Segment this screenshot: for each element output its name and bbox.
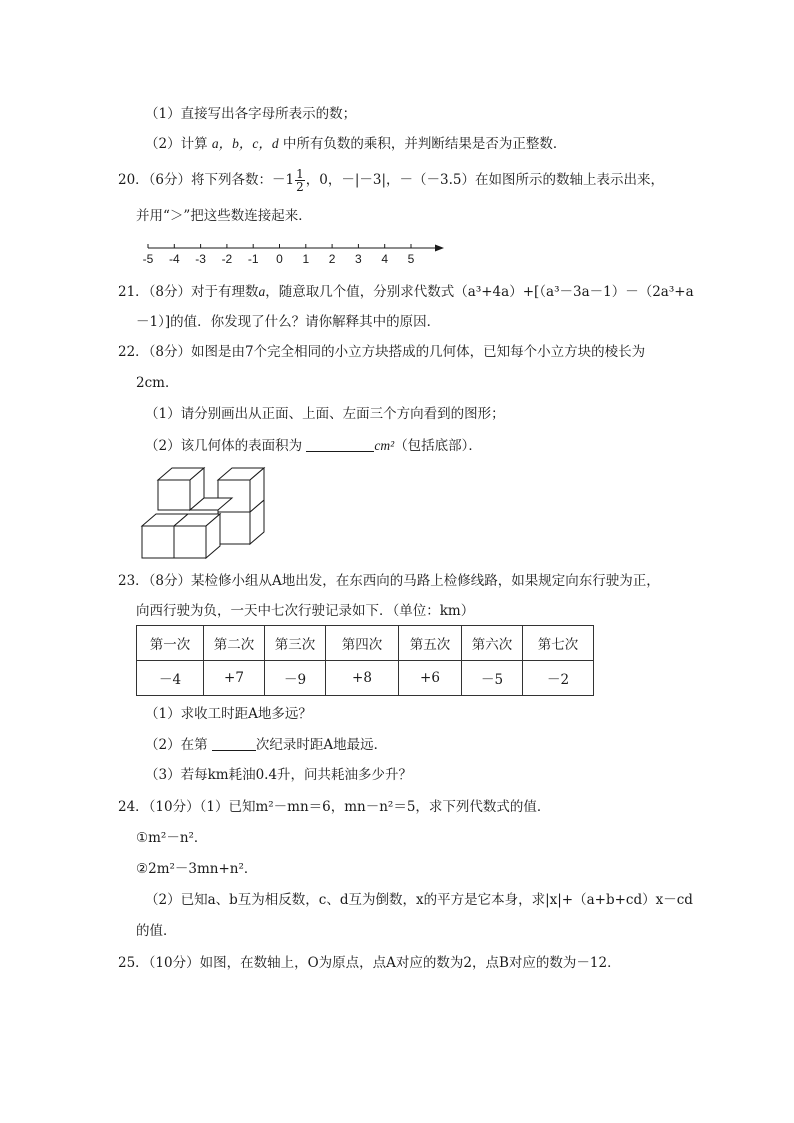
table-header-cell: 第七次 [523,626,594,661]
q23-part2-a: （2）在第 [145,737,208,753]
q23-answer-blank[interactable] [212,736,256,751]
table-row [137,661,594,696]
q21-var-a: a [258,284,266,299]
table-header-cell: 第五次 [399,626,462,661]
q22-part2-b: （包括底部）． [394,438,482,454]
q20-mixed-number-whole: －1 [272,172,295,188]
number-line-tick-label: 5 [407,252,415,266]
table-cell: －9 [265,661,326,696]
table-header-cell: 第六次 [462,626,523,661]
number-line-tick-label: -5 [142,252,154,266]
q23-part3: （3）若每km耗油0.4升，问共耗油多少升？ [145,767,413,783]
cube-front-middle [174,514,220,558]
q21-question [118,282,694,302]
q23-question: 23．（8分）某检修小组从A地出发，在东西向的马路上检修线路，如果规定向东行驶为正， [118,573,660,589]
table-cell: +7 [204,661,265,696]
number-line-tick-label: 4 [381,252,389,266]
q22-part2-a: （2）该几何体的表面积为 [145,438,303,454]
q19-part2-b: 中所有负数的乘积，并判断结果是否为正整数． [278,136,567,152]
q19-part2 [145,134,566,154]
q22-part1: （1）请分别画出从正面、上面、左面三个方向看到的图形； [145,406,505,422]
table-header-row [137,626,594,661]
q23-part1: （1）求收工时距A地多远？ [145,706,312,722]
q24-part2: （2）已知a、b互为相反数，c、d互为倒数，x的平方是它本身，求|x|+（a+b+cd）x－cd [145,892,693,908]
table-header-cell: 第三次 [265,626,326,661]
number-line [138,236,448,270]
q22-question: 22．（8分）如图是由7个完全相同的小立方块搭成的几何体，已知每个小立方块的棱长为 [118,344,646,360]
q24-sub2: ②2m²－3mn+n²． [136,861,258,877]
q24-part2-line2: 的值． [136,923,177,939]
table-cell: －4 [137,661,204,696]
q20-line2: 并用“＞”把这些数连接起来． [136,208,312,224]
q20-fraction-denominator: 2 [296,180,304,194]
q20-question [118,168,664,193]
q24-sub1: ①m²－n²． [136,830,208,846]
q22-line2: 2cm． [136,375,179,391]
table-cell: +6 [399,661,462,696]
number-line-tick-label: 1 [302,252,310,266]
q23-line2: 向西行驶为负，一天中七次行驶记录如下．（单位：km） [136,603,475,619]
q23-part2 [145,735,387,755]
cubes-figure [138,464,270,560]
q21-line2: －1）]的值．你发现了什么？请你解释其中的原因． [136,314,441,330]
q23-part2-b: 次纪录时距A地最远． [255,737,388,753]
q24-question: 24．（10分）（1）已知m²－mn＝6，mn－n²＝5，求下列代数式的值． [118,799,551,815]
q19-part2-vars: a，b，c，d [211,136,279,151]
number-line-tick-label: 0 [276,252,283,266]
number-line-tick-label: -4 [168,252,180,266]
table-header-cell: 第四次 [326,626,399,661]
q25-question: 25．（10分）如图，在数轴上，O为原点，点A对应的数为2，点B对应的数为－12． [118,955,621,971]
table-header-cell: 第二次 [204,626,265,661]
table-header-cell: 第一次 [137,626,204,661]
table-cell: －2 [523,661,594,696]
q20-fraction-numerator: 1 [296,167,304,181]
q21-mid: ，随意取几个值，分别求代数式（ [265,284,468,300]
q20-head: 20．（6分）将下列各数： [118,172,273,188]
number-line-tick-label: 3 [355,252,362,266]
number-line-tick-label: -1 [247,252,259,266]
number-line-arrow [435,245,444,252]
travel-record-table [136,625,594,696]
q19-part1: （1）直接写出各字母所表示的数； [145,106,357,122]
q21-expression: a³+4a）+[（a³－3a－1）－（2a³+a [467,284,694,300]
q19-part2-a: （2）计算 [145,136,212,152]
number-line-tick-label: -2 [221,252,233,266]
cube-back-right-upper [218,468,264,512]
q21-head: 21．（8分）对于有理数 [118,284,259,300]
q20-rest: ，0，－|－3|，－（－3.5）在如图所示的数轴上表示出来， [305,172,665,188]
q22-unit: cm² [374,438,395,453]
number-line-tick-label: 2 [328,252,336,266]
q22-answer-blank[interactable] [306,437,374,452]
number-line-tick-label: -3 [195,252,206,266]
table-cell: －5 [462,661,523,696]
q20-fraction [295,168,305,193]
q22-part2 [145,436,482,456]
table-cell: +8 [326,661,399,696]
